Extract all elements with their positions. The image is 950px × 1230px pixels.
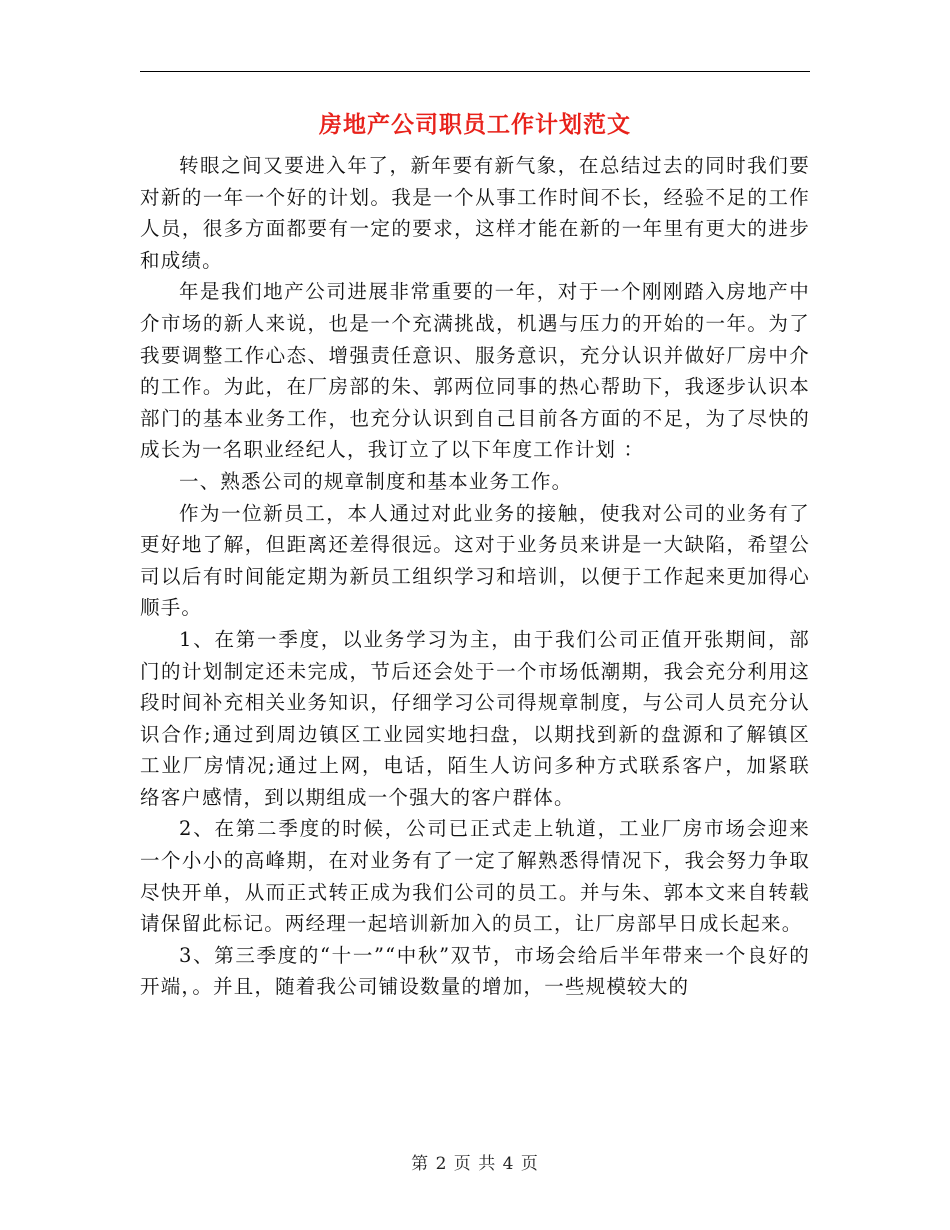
section-heading: 一、熟悉公司的规章制度和基本业务工作。 — [179, 469, 573, 493]
paragraph: 年是我们地产公司进展非常重要的一年，对于一个刚刚踏入房地产中介市场的新人来说，也是一个充满挑战，机遇与压力的开始的一年。为了我要调整工作心态、增强责任意识、服务意识，充分认识并做好厂房中介的工作。为此，在厂房部的朱、郭两位同事的热心帮助下，我逐步认识本部门的基本业务工作，也充分认识到自己目前各方面的不足，为了尽快的成长为一名职业经纪人，我订立了以下年度工作计划 ： — [140, 280, 810, 462]
document-title: 房地产公司职员工作计划范文 — [319, 111, 631, 138]
paragraph: 作为一位新员工，本人通过对此业务的接触，使我对公司的业务有了更好地了解，但距离还差得很远。这对于业务员来讲是一大缺陷，希望公司以后有时间能定期为新员工组织学习和培训，以便于工作起来更加得心顺手。 — [140, 501, 810, 620]
paragraph: 2、在第二季度的时候，公司已正式走上轨道，工业厂房市场会迎来一个小小的高峰期，在对业务有了一定了解熟悉得情况下，我会努力争取尽快开单，从而正式转正成为我们公司的员工。并与朱、郭本文来自转载请保留此标记。两经理一起培训新加入的员工，让厂房部早日成长起来。 — [140, 817, 810, 936]
paragraph: 1、在第一季度，以业务学习为主，由于我们公司正值开张期间，部门的计划制定还未完成，节后还会处于一个市场低潮期，我会充分利用这段时间补充相关业务知识，仔细学习公司得规章制度，与公司人员充分认识合作;通过到周边镇区工业园实地扫盘，以期找到新的盘源和了解镇区工业厂房情况;通过上网，电话，陌生人访问多种方式联系客户，加紧联络客户感情，到以期组成一个强大的客户群体。 — [140, 627, 810, 809]
page-footer: 第 2 页 共 4 页 — [411, 1154, 539, 1174]
paragraph: 3、第三季度的“十一”“中秋”双节，市场会给后半年带来一个良好的开端，。并且，随着我公司铺设数量的增加，一些规模较大的 — [140, 943, 810, 999]
document-body — [140, 150, 810, 1003]
header-rule — [140, 71, 810, 72]
paragraph: 转眼之间又要进入年了，新年要有新气象，在总结过去的同时我们要对新的一年一个好的计划。我是一个从事工作时间不长，经验不足的工作人员，很多方面都要有一定的要求，这样才能在新的一年里有更大的进步和成绩。 — [140, 154, 810, 272]
